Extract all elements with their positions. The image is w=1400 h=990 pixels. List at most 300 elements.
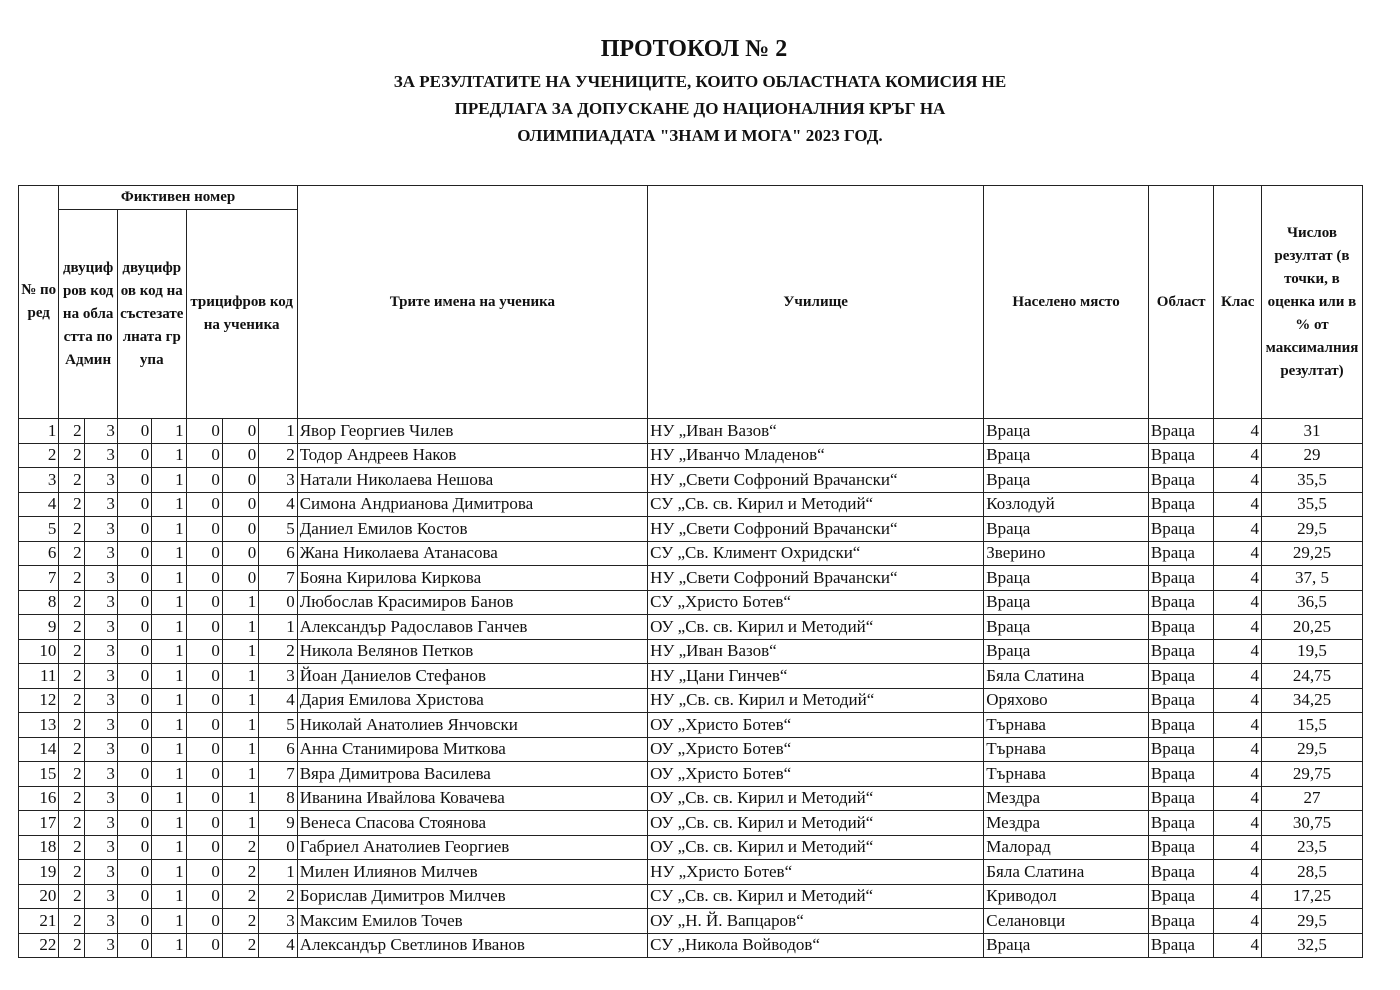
header-school: Училище (648, 186, 984, 419)
region-cell: Враца (1148, 909, 1214, 934)
code-digit-cell: 1 (259, 615, 297, 640)
region-cell: Враца (1148, 762, 1214, 787)
subtitle-line: ЗА РЕЗУЛТАТИТЕ НА УЧЕНИЦИТЕ, КОИТО ОБЛАСТНАТА КОМИСИЯ НЕ (393, 72, 1007, 91)
code-digit-cell: 0 (117, 639, 151, 664)
code-digit-cell: 1 (152, 811, 186, 836)
place-cell: Козлодуй (984, 492, 1149, 517)
place-cell: Враца (984, 443, 1149, 468)
code-digit-cell: 3 (84, 688, 117, 713)
student-name-cell: Йоан Даниелов Стефанов (297, 664, 647, 689)
code-digit-cell: 3 (84, 541, 117, 566)
code-digit-cell: 0 (186, 688, 222, 713)
code-digit-cell: 0 (117, 909, 151, 934)
region-cell: Враца (1148, 443, 1214, 468)
header-fictive-number: Фиктивен номер (59, 186, 297, 210)
place-cell: Бяла Слатина (984, 860, 1149, 885)
result-cell: 27 (1261, 786, 1362, 811)
code-digit-cell: 0 (186, 566, 222, 591)
code-digit-cell: 0 (186, 737, 222, 762)
code-digit-cell: 2 (59, 639, 84, 664)
table-row (19, 713, 1363, 738)
place-cell: Враца (984, 468, 1149, 493)
result-cell: 29,5 (1261, 737, 1362, 762)
code-digit-cell: 2 (59, 811, 84, 836)
code-digit-cell: 0 (222, 468, 258, 493)
school-cell: НУ „Св. св. Кирил и Методий“ (648, 688, 984, 713)
student-name-cell: Иванина Ивайлова Ковачева (297, 786, 647, 811)
region-cell: Враца (1148, 664, 1214, 689)
school-cell: НУ „Христо Ботев“ (648, 860, 984, 885)
result-cell: 24,75 (1261, 664, 1362, 689)
school-cell: НУ „Иван Вазов“ (648, 639, 984, 664)
row-number-cell: 11 (19, 664, 59, 689)
grade-cell: 4 (1214, 419, 1261, 444)
row-number-cell: 8 (19, 590, 59, 615)
code-digit-cell: 3 (259, 909, 297, 934)
region-cell: Враца (1148, 615, 1214, 640)
school-cell: НУ „Свети Софроний Врачански“ (648, 517, 984, 542)
code-digit-cell: 2 (59, 468, 84, 493)
result-cell: 29,75 (1261, 762, 1362, 787)
table-row (19, 443, 1363, 468)
place-cell: Враца (984, 615, 1149, 640)
grade-cell: 4 (1214, 615, 1261, 640)
region-cell: Враца (1148, 860, 1214, 885)
code-digit-cell: 0 (186, 933, 222, 958)
code-digit-cell: 0 (222, 443, 258, 468)
code-digit-cell: 0 (222, 492, 258, 517)
code-digit-cell: 0 (186, 713, 222, 738)
code-digit-cell: 2 (59, 566, 84, 591)
table-row (19, 835, 1363, 860)
code-digit-cell: 3 (84, 933, 117, 958)
code-digit-cell: 1 (152, 713, 186, 738)
region-cell: Враца (1148, 933, 1214, 958)
row-number-cell: 7 (19, 566, 59, 591)
row-number-cell: 2 (19, 443, 59, 468)
header-grade: Клас (1214, 186, 1261, 419)
code-digit-cell: 1 (152, 737, 186, 762)
place-cell: Враца (984, 590, 1149, 615)
code-digit-cell: 0 (117, 933, 151, 958)
code-digit-cell: 1 (259, 419, 297, 444)
code-digit-cell: 2 (222, 884, 258, 909)
school-cell: НУ „Иванчо Младенов“ (648, 443, 984, 468)
code-digit-cell: 0 (117, 860, 151, 885)
header-region: Област (1148, 186, 1214, 419)
code-digit-cell: 3 (84, 468, 117, 493)
code-digit-cell: 6 (259, 737, 297, 762)
code-digit-cell: 0 (186, 590, 222, 615)
row-number-cell: 19 (19, 860, 59, 885)
header-no: № по ред (19, 186, 59, 419)
table-row (19, 811, 1363, 836)
region-cell: Враца (1148, 541, 1214, 566)
result-cell: 29 (1261, 443, 1362, 468)
code-digit-cell: 1 (152, 541, 186, 566)
code-digit-cell: 0 (186, 492, 222, 517)
row-number-cell: 21 (19, 909, 59, 934)
region-cell: Враца (1148, 786, 1214, 811)
code-digit-cell: 1 (152, 566, 186, 591)
code-digit-cell: 0 (186, 786, 222, 811)
place-cell: Враца (984, 517, 1149, 542)
row-number-cell: 20 (19, 884, 59, 909)
code-digit-cell: 2 (59, 419, 84, 444)
code-digit-cell: 2 (59, 541, 84, 566)
code-digit-cell: 0 (117, 492, 151, 517)
table-row (19, 590, 1363, 615)
code-digit-cell: 2 (259, 443, 297, 468)
row-number-cell: 1 (19, 419, 59, 444)
code-digit-cell: 7 (259, 566, 297, 591)
code-digit-cell: 8 (259, 786, 297, 811)
school-cell: СУ „Св. св. Кирил и Методий“ (648, 884, 984, 909)
header-result: Числов резултат (в точки, в оценка или в % от максималния резултат) (1261, 186, 1362, 419)
code-digit-cell: 2 (59, 590, 84, 615)
code-digit-cell: 3 (84, 615, 117, 640)
student-name-cell: Александър Радославов Ганчев (297, 615, 647, 640)
code-digit-cell: 1 (152, 517, 186, 542)
region-cell: Враца (1148, 811, 1214, 836)
code-digit-cell: 1 (152, 468, 186, 493)
header-place: Населено място (984, 186, 1149, 419)
code-digit-cell: 1 (222, 713, 258, 738)
region-cell: Враца (1148, 590, 1214, 615)
code-digit-cell: 0 (186, 468, 222, 493)
row-number-cell: 18 (19, 835, 59, 860)
code-digit-cell: 0 (117, 443, 151, 468)
place-cell: Враца (984, 933, 1149, 958)
result-cell: 37, 5 (1261, 566, 1362, 591)
grade-cell: 4 (1214, 517, 1261, 542)
result-cell: 32,5 (1261, 933, 1362, 958)
code-digit-cell: 1 (222, 590, 258, 615)
student-name-cell: Борислав Димитров Милчев (297, 884, 647, 909)
code-digit-cell: 4 (259, 492, 297, 517)
code-digit-cell: 3 (84, 443, 117, 468)
code-digit-cell: 1 (152, 590, 186, 615)
code-digit-cell: 0 (117, 517, 151, 542)
code-digit-cell: 2 (59, 443, 84, 468)
code-digit-cell: 3 (84, 517, 117, 542)
code-digit-cell: 2 (59, 762, 84, 787)
place-cell: Бяла Слатина (984, 664, 1149, 689)
code-digit-cell: 1 (152, 860, 186, 885)
code-digit-cell: 3 (84, 860, 117, 885)
grade-cell: 4 (1214, 566, 1261, 591)
grade-cell: 4 (1214, 639, 1261, 664)
code-digit-cell: 2 (59, 884, 84, 909)
table-row (19, 664, 1363, 689)
student-name-cell: Вяра Димитрова Василева (297, 762, 647, 787)
row-number-cell: 16 (19, 786, 59, 811)
code-digit-cell: 0 (186, 639, 222, 664)
student-name-cell: Бояна Кирилова Киркова (297, 566, 647, 591)
grade-cell: 4 (1214, 811, 1261, 836)
code-digit-cell: 3 (84, 811, 117, 836)
school-cell: ОУ „Св. св. Кирил и Методий“ (648, 615, 984, 640)
place-cell: Оряхово (984, 688, 1149, 713)
student-name-cell: Тодор Андреев Наков (297, 443, 647, 468)
code-digit-cell: 3 (84, 835, 117, 860)
grade-cell: 4 (1214, 713, 1261, 738)
school-cell: СУ „Св. св. Кирил и Методий“ (648, 492, 984, 517)
code-digit-cell: 1 (259, 860, 297, 885)
row-number-cell: 12 (19, 688, 59, 713)
code-digit-cell: 0 (117, 786, 151, 811)
code-digit-cell: 0 (186, 811, 222, 836)
code-digit-cell: 2 (59, 615, 84, 640)
student-name-cell: Явор Георгиев Чилев (297, 419, 647, 444)
document-header (0, 34, 1400, 149)
school-cell: ОУ „Св. св. Кирил и Методий“ (648, 811, 984, 836)
code-digit-cell: 4 (259, 933, 297, 958)
table-row (19, 639, 1363, 664)
table-row (19, 860, 1363, 885)
code-digit-cell: 2 (259, 639, 297, 664)
code-digit-cell: 1 (222, 639, 258, 664)
code-digit-cell: 6 (259, 541, 297, 566)
code-digit-cell: 2 (59, 688, 84, 713)
table-row (19, 933, 1363, 958)
student-name-cell: Натали Николаева Нешова (297, 468, 647, 493)
code-digit-cell: 1 (152, 762, 186, 787)
place-cell: Враца (984, 566, 1149, 591)
row-number-cell: 13 (19, 713, 59, 738)
code-digit-cell: 2 (59, 860, 84, 885)
row-number-cell: 14 (19, 737, 59, 762)
student-name-cell: Жана Николаева Атанасова (297, 541, 647, 566)
table-row (19, 737, 1363, 762)
code-digit-cell: 7 (259, 762, 297, 787)
table-row (19, 762, 1363, 787)
code-digit-cell: 4 (259, 688, 297, 713)
table-row (19, 909, 1363, 934)
school-cell: ОУ „Христо Ботев“ (648, 762, 984, 787)
document-subtitle (0, 68, 1400, 149)
code-digit-cell: 1 (152, 492, 186, 517)
student-name-cell: Дария Емилова Христова (297, 688, 647, 713)
place-cell: Малорад (984, 835, 1149, 860)
header-group-code: двуцифров код на състезателната група (117, 210, 186, 419)
code-digit-cell: 0 (186, 664, 222, 689)
code-digit-cell: 1 (152, 909, 186, 934)
row-number-cell: 4 (19, 492, 59, 517)
grade-cell: 4 (1214, 688, 1261, 713)
code-digit-cell: 9 (259, 811, 297, 836)
school-cell: ОУ „Христо Ботев“ (648, 713, 984, 738)
code-digit-cell: 2 (59, 492, 84, 517)
school-cell: НУ „Свети Софроний Врачански“ (648, 566, 984, 591)
code-digit-cell: 3 (84, 590, 117, 615)
result-cell: 23,5 (1261, 835, 1362, 860)
school-cell: НУ „Цани Гинчев“ (648, 664, 984, 689)
table-body (19, 419, 1363, 958)
student-name-cell: Анна Станимирова Миткова (297, 737, 647, 762)
region-cell: Враца (1148, 737, 1214, 762)
grade-cell: 4 (1214, 933, 1261, 958)
code-digit-cell: 0 (186, 419, 222, 444)
place-cell: Мездра (984, 786, 1149, 811)
code-digit-cell: 0 (117, 468, 151, 493)
code-digit-cell: 0 (259, 835, 297, 860)
grade-cell: 4 (1214, 664, 1261, 689)
student-name-cell: Симона Андрианова Димитрова (297, 492, 647, 517)
code-digit-cell: 0 (186, 909, 222, 934)
code-digit-cell: 2 (59, 664, 84, 689)
code-digit-cell: 2 (59, 737, 84, 762)
grade-cell: 4 (1214, 860, 1261, 885)
code-digit-cell: 1 (152, 664, 186, 689)
region-cell: Враца (1148, 468, 1214, 493)
row-number-cell: 3 (19, 468, 59, 493)
student-name-cell: Любослав Красимиров Банов (297, 590, 647, 615)
code-digit-cell: 0 (117, 590, 151, 615)
result-cell: 35,5 (1261, 468, 1362, 493)
region-cell: Враца (1148, 492, 1214, 517)
code-digit-cell: 1 (152, 419, 186, 444)
school-cell: ОУ „Н. Й. Вапцаров“ (648, 909, 984, 934)
code-digit-cell: 3 (84, 713, 117, 738)
code-digit-cell: 0 (222, 419, 258, 444)
code-digit-cell: 0 (186, 443, 222, 468)
row-number-cell: 9 (19, 615, 59, 640)
code-digit-cell: 0 (117, 737, 151, 762)
student-name-cell: Никола Велянов Петков (297, 639, 647, 664)
code-digit-cell: 0 (117, 566, 151, 591)
grade-cell: 4 (1214, 884, 1261, 909)
result-cell: 19,5 (1261, 639, 1362, 664)
results-table (18, 185, 1363, 958)
code-digit-cell: 0 (117, 615, 151, 640)
code-digit-cell: 1 (222, 737, 258, 762)
grade-cell: 4 (1214, 590, 1261, 615)
code-digit-cell: 1 (222, 762, 258, 787)
grade-cell: 4 (1214, 835, 1261, 860)
table-row (19, 884, 1363, 909)
code-digit-cell: 2 (222, 933, 258, 958)
code-digit-cell: 2 (59, 835, 84, 860)
region-cell: Враца (1148, 884, 1214, 909)
region-cell: Враца (1148, 517, 1214, 542)
grade-cell: 4 (1214, 492, 1261, 517)
code-digit-cell: 0 (117, 884, 151, 909)
student-name-cell: Венеса Спасова Стоянова (297, 811, 647, 836)
code-digit-cell: 3 (84, 566, 117, 591)
code-digit-cell: 3 (259, 468, 297, 493)
place-cell: Търнава (984, 762, 1149, 787)
result-cell: 17,25 (1261, 884, 1362, 909)
code-digit-cell: 3 (84, 664, 117, 689)
code-digit-cell: 2 (222, 909, 258, 934)
code-digit-cell: 0 (186, 541, 222, 566)
document-title: ПРОТОКОЛ № 2 (600, 36, 788, 62)
region-cell: Враца (1148, 639, 1214, 664)
code-digit-cell: 5 (259, 517, 297, 542)
school-cell: ОУ „Христо Ботев“ (648, 737, 984, 762)
code-digit-cell: 0 (222, 541, 258, 566)
place-cell: Търнава (984, 737, 1149, 762)
code-digit-cell: 1 (152, 933, 186, 958)
student-name-cell: Габриел Анатолиев Георгиев (297, 835, 647, 860)
code-digit-cell: 3 (84, 786, 117, 811)
table-row (19, 419, 1363, 444)
table-row (19, 468, 1363, 493)
code-digit-cell: 1 (152, 639, 186, 664)
row-number-cell: 10 (19, 639, 59, 664)
student-name-cell: Максим Емилов Точев (297, 909, 647, 934)
code-digit-cell: 3 (84, 492, 117, 517)
table-row (19, 566, 1363, 591)
code-digit-cell: 1 (222, 615, 258, 640)
result-cell: 29,5 (1261, 517, 1362, 542)
result-cell: 20,25 (1261, 615, 1362, 640)
code-digit-cell: 1 (152, 615, 186, 640)
code-digit-cell: 2 (222, 835, 258, 860)
student-name-cell: Николай Анатолиев Янчовски (297, 713, 647, 738)
code-digit-cell: 3 (84, 419, 117, 444)
place-cell: Враца (984, 639, 1149, 664)
place-cell: Селановци (984, 909, 1149, 934)
code-digit-cell: 2 (59, 713, 84, 738)
result-cell: 36,5 (1261, 590, 1362, 615)
table-row (19, 615, 1363, 640)
code-digit-cell: 2 (59, 786, 84, 811)
code-digit-cell: 0 (259, 590, 297, 615)
code-digit-cell: 3 (259, 664, 297, 689)
place-cell: Криводол (984, 884, 1149, 909)
result-cell: 28,5 (1261, 860, 1362, 885)
code-digit-cell: 1 (222, 688, 258, 713)
region-cell: Враца (1148, 835, 1214, 860)
grade-cell: 4 (1214, 909, 1261, 934)
region-cell: Враца (1148, 713, 1214, 738)
place-cell: Мездра (984, 811, 1149, 836)
school-cell: СУ „Никола Войводов“ (648, 933, 984, 958)
subtitle-line: ОЛИМПИАДАТА "ЗНАМ И МОГА" 2023 ГОД. (517, 126, 883, 145)
code-digit-cell: 3 (84, 737, 117, 762)
row-number-cell: 6 (19, 541, 59, 566)
code-digit-cell: 0 (117, 419, 151, 444)
student-name-cell: Александър Светлинов Иванов (297, 933, 647, 958)
result-cell: 34,25 (1261, 688, 1362, 713)
code-digit-cell: 0 (186, 884, 222, 909)
result-cell: 15,5 (1261, 713, 1362, 738)
code-digit-cell: 0 (186, 517, 222, 542)
row-number-cell: 5 (19, 517, 59, 542)
school-cell: СУ „Св. Климент Охридски“ (648, 541, 984, 566)
code-digit-cell: 1 (152, 688, 186, 713)
row-number-cell: 15 (19, 762, 59, 787)
result-cell: 31 (1261, 419, 1362, 444)
table-row (19, 541, 1363, 566)
grade-cell: 4 (1214, 786, 1261, 811)
student-name-cell: Милен Илиянов Милчев (297, 860, 647, 885)
table-row (19, 786, 1363, 811)
code-digit-cell: 3 (84, 639, 117, 664)
code-digit-cell: 1 (152, 835, 186, 860)
code-digit-cell: 0 (222, 517, 258, 542)
row-number-cell: 22 (19, 933, 59, 958)
table-row (19, 517, 1363, 542)
code-digit-cell: 1 (222, 786, 258, 811)
code-digit-cell: 2 (259, 884, 297, 909)
code-digit-cell: 2 (59, 933, 84, 958)
result-cell: 35,5 (1261, 492, 1362, 517)
code-digit-cell: 0 (186, 860, 222, 885)
code-digit-cell: 0 (117, 688, 151, 713)
